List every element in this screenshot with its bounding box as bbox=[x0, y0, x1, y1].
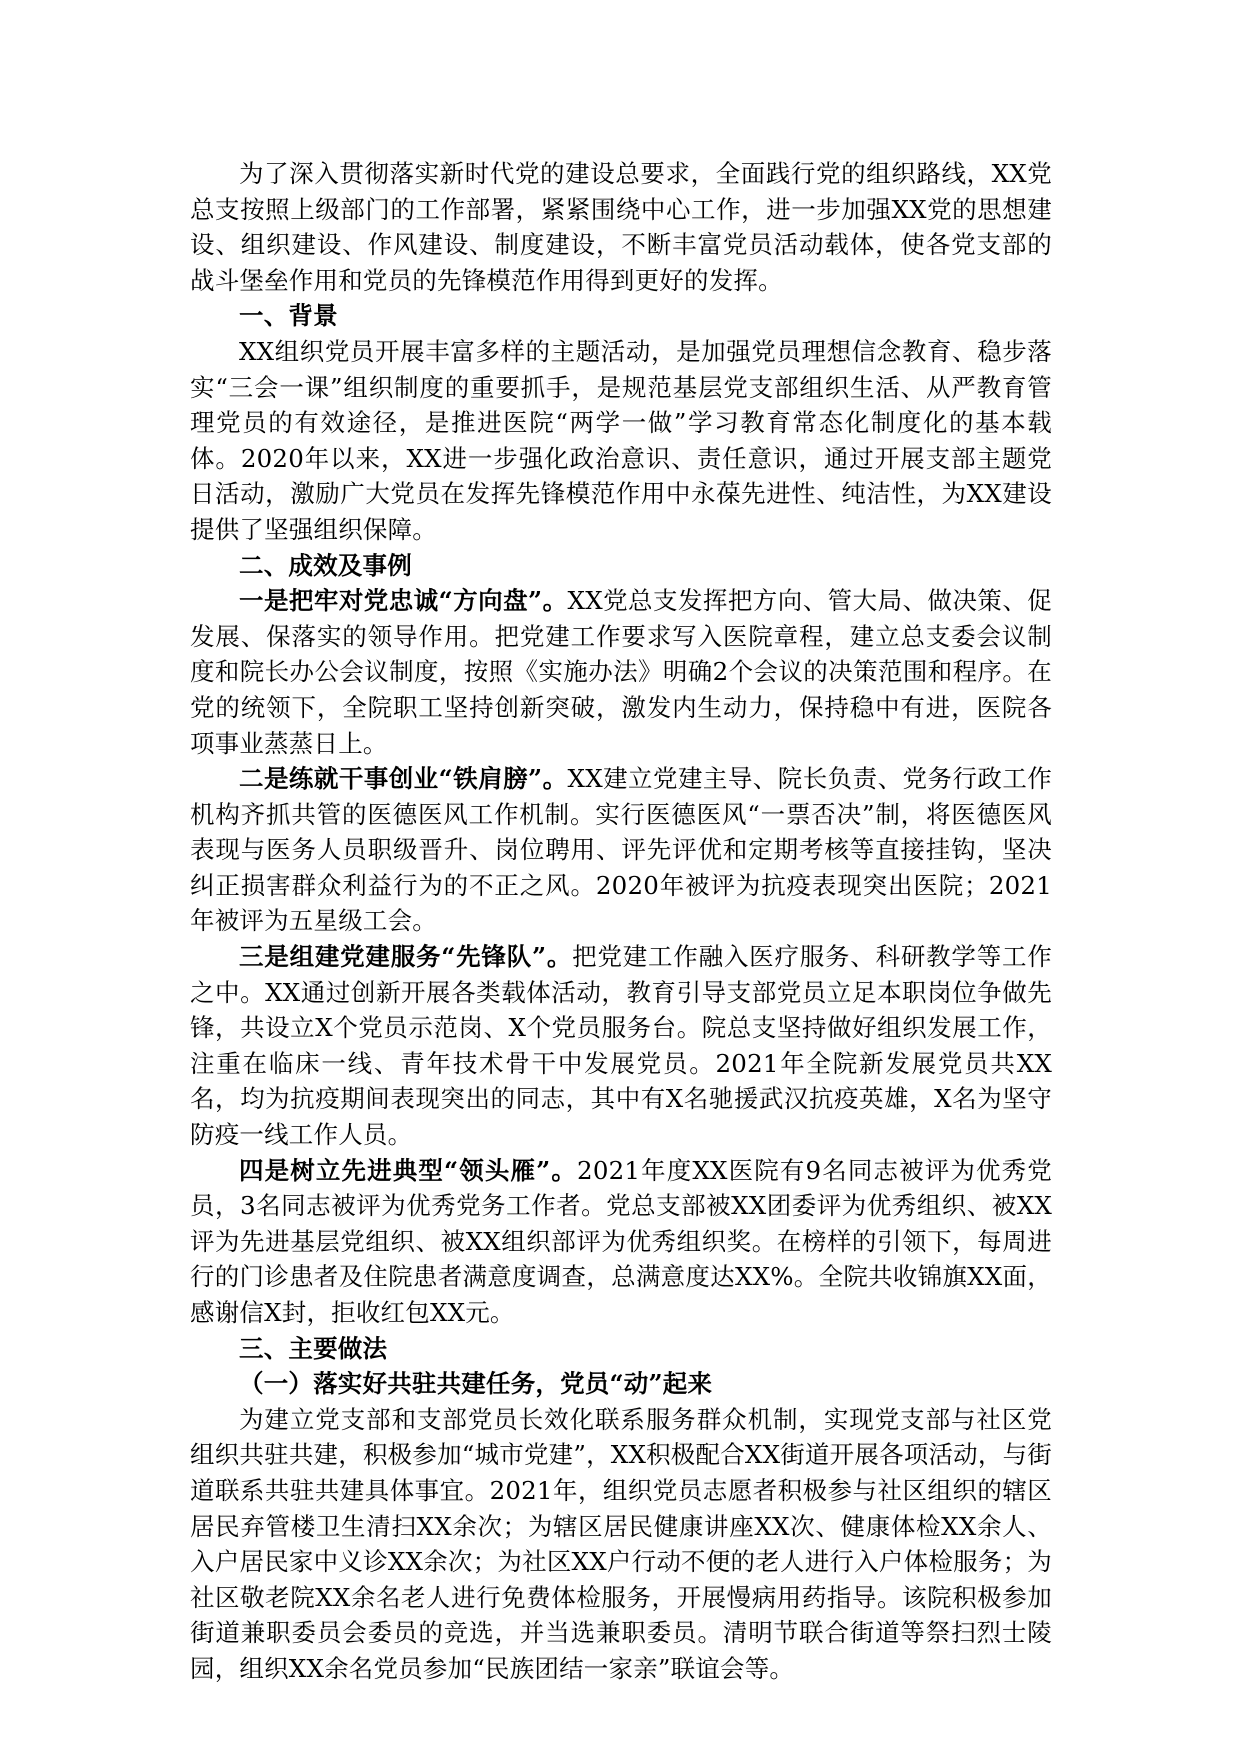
result-item-2-text: XX建立党建主导、院长负责、党务行政工作机构齐抓共管的医德医风工作机制。实行医德医风“一票否决”制，将医德医风表现与医务人员职级晋升、岗位聘用、评先评优和定期考核等直接挂钩，坚决纠正损害群众利益行为的不正之风。2020年被评为抗疫表现突出医院；2021年被评为五星级工会。 bbox=[190, 764, 1052, 936]
result-item-1-lead: 一是把牢对党忠诚“方向盘”。 bbox=[239, 586, 568, 616]
section-heading-results: 二、成效及事例 bbox=[239, 550, 412, 580]
practices-paragraph: 为建立党支部和支部党员长效化联系服务群众机制，实现党支部与社区党组织共驻共建，积极参加“城市党建”，XX积极配合XX街道开展各项活动，与街道联系共驻共建具体事宜。2021年，组织党员志愿者积极参与社区组织的辖区居民弃管楼卫生清扫XX余次；为辖区居民健康讲座XX次、健康体检XX余人、入户居民家中义诊XX余次；为社区XX户行动不便的老人进行入户体检服务；为社区敬老院XX余名老人进行免费体检服务，开展慢病用药指导。该院积极参加街道兼职委员会委员的竞选，并当选兼职委员。清明节联合街道等祭扫烈士陵园，组织XX余名党员参加“民族团结一家亲”联谊会等。 bbox=[190, 1404, 1052, 1683]
result-item-2 bbox=[190, 761, 1052, 939]
result-item-4-lead: 四是树立先进典型“领头雁”。 bbox=[239, 1155, 578, 1185]
result-item-3 bbox=[190, 939, 1052, 1153]
intro-paragraph: 为了深入贯彻落实新时代党的建设总要求，全面践行党的组织路线，XX党总支按照上级部门的工作部署，紧紧围绕中心工作，进一步加强XX党的思想建设、组织建设、作风建设、制度建设，不断丰富党员活动载体，使各党支部的战斗堡垒作用和党员的先锋模范作用得到更好的发挥。 bbox=[190, 159, 1052, 295]
section-heading-practices: 三、主要做法 bbox=[239, 1333, 388, 1363]
result-item-2-lead: 二是练就干事创业“铁肩膀”。 bbox=[239, 764, 568, 794]
result-item-1 bbox=[190, 583, 1052, 761]
result-item-4-text: 2021年度XX医院有9名同志被评为优秀党员，3名同志被评为优秀党务工作者。党总支部被XX团委评为优秀组织、被XX评为先进基层党组织、被XX组织部评为优秀组织奖。在榜样的引领下，每周进行的门诊患者及住院患者满意度调查，总满意度达XX%。全院共收锦旗XX面，感谢信X封，拒收红包XX元。 bbox=[190, 1155, 1052, 1327]
document-body bbox=[190, 156, 1052, 1687]
result-item-3-text: 把党建工作融入医疗服务、科研教学等工作之中。XX通过创新开展各类载体活动，教育引导支部党员立足本职岗位争做先锋，共设立X个党员示范岗、X个党员服务台。院总支坚持做好组织发展工作，注重在临床一线、青年技术骨干中发展党员。2021年全院新发展党员共XX名，均为抗疫期间表现突出的同志，其中有X名驰援武汉抗疫英雄，X名为坚守防疫一线工作人员。 bbox=[190, 942, 1052, 1150]
subsection-heading-1: （一）落实好共驻共建任务，党员“动”起来 bbox=[239, 1369, 713, 1399]
background-paragraph: XX组织党员开展丰富多样的主题活动，是加强党员理想信念教育、稳步落实“三会一课”组织制度的重要抓手，是规范基层党支部组织生活、从严教育管理党员的有效途径，是推进医院“两学一做”学习教育常态化制度化的基本载体。2020年以来，XX进一步强化政治意识、责任意识，通过开展支部主题党日活动，激励广大党员在发挥先锋模范作用中永葆先进性、纯洁性，为XX建设提供了坚强组织保障。 bbox=[190, 336, 1052, 544]
section-heading-background: 一、背景 bbox=[239, 301, 338, 331]
result-item-4 bbox=[190, 1153, 1052, 1331]
result-item-1-text: XX党总支发挥把方向、管大局、做决策、促发展、保落实的领导作用。把党建工作要求写入医院章程，建立总支委会议制度和院长办公会议制度，按照《实施办法》明确2个会议的决策范围和程序。在党的统领下，全院职工坚持创新突破，激发内生动力，保持稳中有进，医院各项事业蒸蒸日上。 bbox=[190, 586, 1052, 758]
result-item-3-lead: 三是组建党建服务“先锋队”。 bbox=[239, 942, 573, 972]
